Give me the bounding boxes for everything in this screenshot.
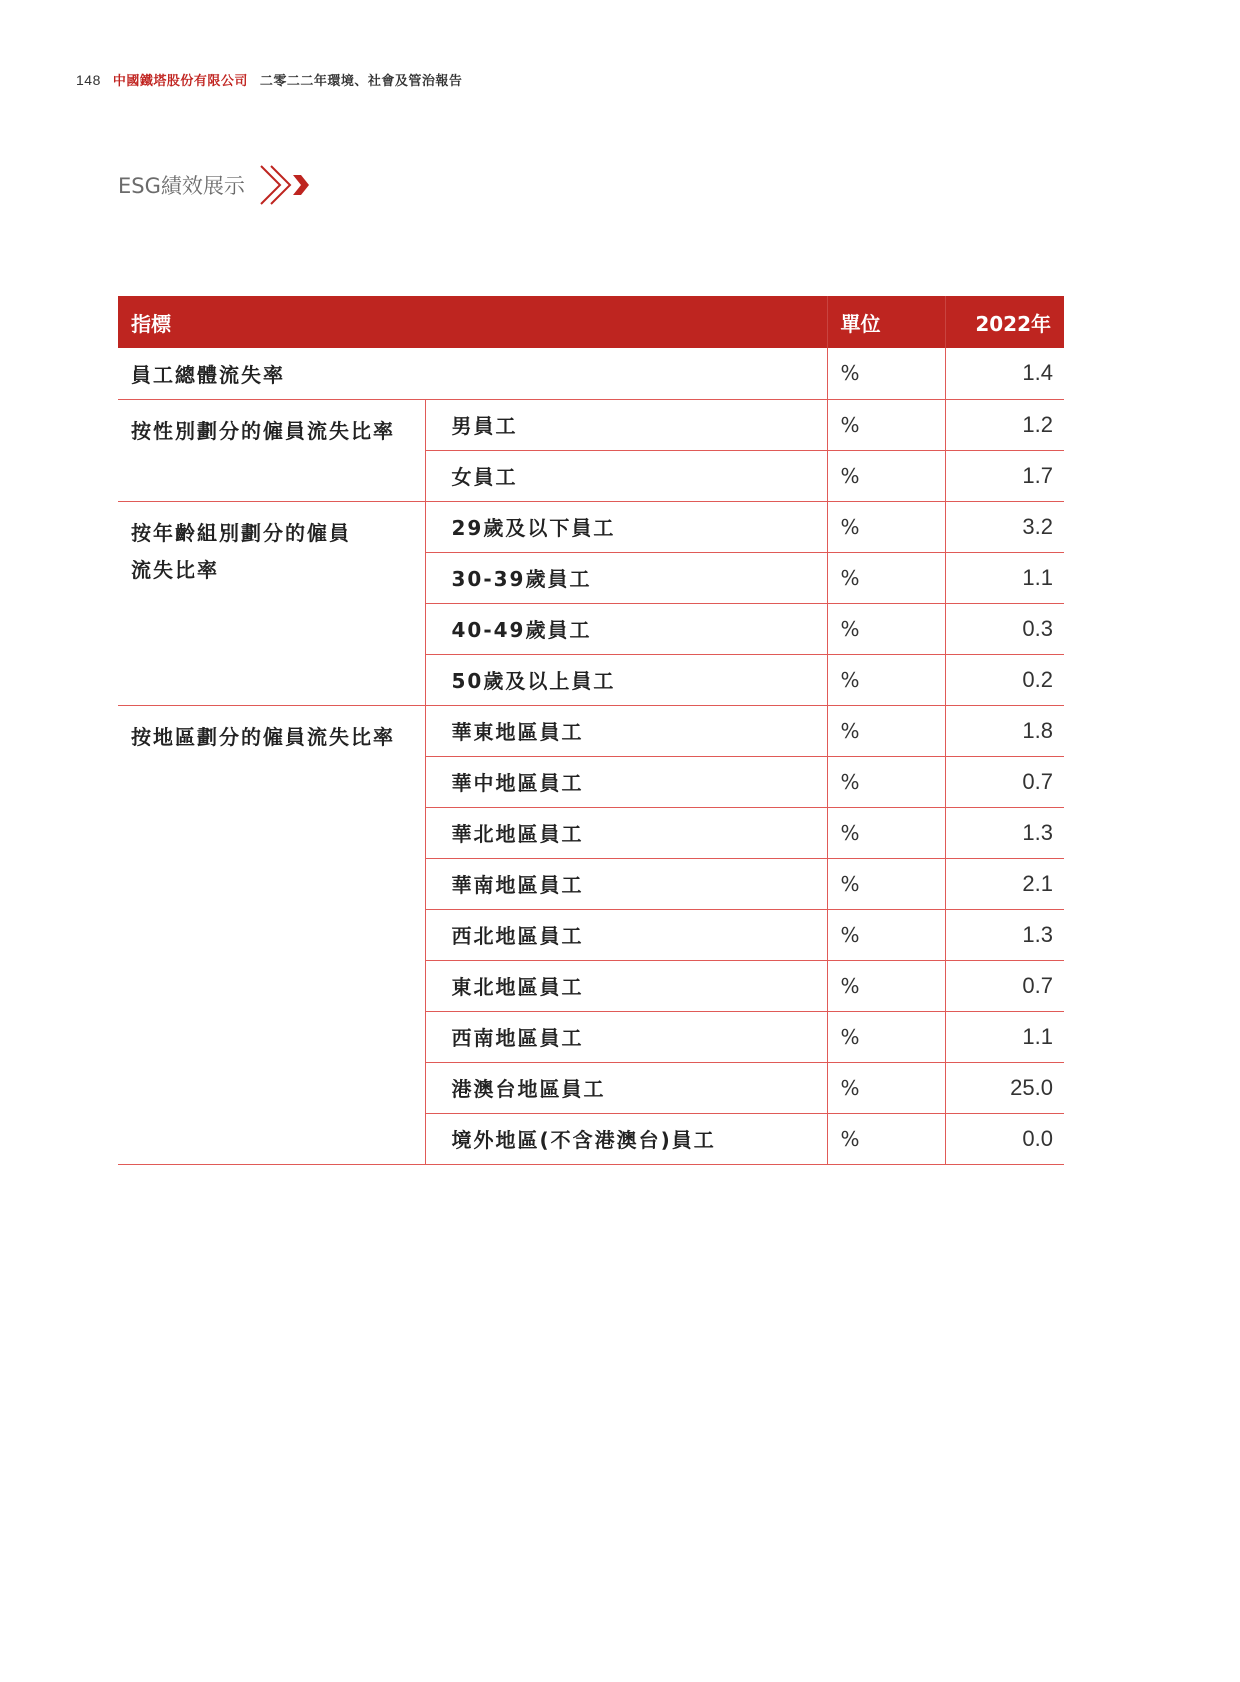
page-header — [76, 70, 462, 89]
value-cell: 0.0 — [945, 1113, 1064, 1164]
subcategory-label: 30-39歲員工 — [425, 552, 827, 603]
unit-cell: % — [827, 654, 945, 705]
subcategory-label: 女員工 — [425, 450, 827, 501]
unit-cell: % — [827, 348, 945, 399]
value-cell: 25.0 — [945, 1062, 1064, 1113]
value-cell: 1.3 — [945, 909, 1064, 960]
column-header-unit: 單位 — [827, 296, 945, 348]
subcategory-label: 西南地區員工 — [425, 1011, 827, 1062]
unit-cell: % — [827, 909, 945, 960]
section-title: ESG績效展示 — [118, 174, 245, 198]
value-cell: 1.2 — [945, 399, 1064, 450]
subcategory-label: 華北地區員工 — [425, 807, 827, 858]
table-body — [118, 348, 1064, 1164]
unit-cell: % — [827, 552, 945, 603]
unit-cell: % — [827, 705, 945, 756]
value-cell: 2.1 — [945, 858, 1064, 909]
section-heading — [118, 163, 313, 207]
table-row — [118, 705, 1064, 756]
subcategory-label: 境外地區(不含港澳台)員工 — [425, 1113, 827, 1164]
value-cell: 1.8 — [945, 705, 1064, 756]
subcategory-label: 華東地區員工 — [425, 705, 827, 756]
table-header-row — [118, 296, 1064, 348]
value-cell: 3.2 — [945, 501, 1064, 552]
value-cell: 0.3 — [945, 603, 1064, 654]
group-label-line: 按地區劃分的僱員流失比率 — [131, 724, 395, 749]
unit-cell: % — [827, 399, 945, 450]
subcategory-label: 男員工 — [425, 399, 827, 450]
subcategory-label: 港澳台地區員工 — [425, 1062, 827, 1113]
unit-cell: % — [827, 450, 945, 501]
group-label-line: 按年齡組別劃分的僱員 — [131, 520, 351, 545]
unit-cell: % — [827, 603, 945, 654]
group-label — [118, 501, 425, 705]
table-row — [118, 399, 1064, 450]
subcategory-label: 50歲及以上員工 — [425, 654, 827, 705]
value-cell: 1.3 — [945, 807, 1064, 858]
value-cell: 1.7 — [945, 450, 1064, 501]
subcategory-label: 40-49歲員工 — [425, 603, 827, 654]
value-cell: 1.4 — [945, 348, 1064, 399]
unit-cell: % — [827, 1062, 945, 1113]
value-cell: 0.7 — [945, 960, 1064, 1011]
value-cell: 0.2 — [945, 654, 1064, 705]
value-cell: 0.7 — [945, 756, 1064, 807]
page-number: 148 — [76, 72, 101, 88]
group-label-line: 按性別劃分的僱員流失比率 — [131, 418, 395, 443]
subcategory-label: 華南地區員工 — [425, 858, 827, 909]
report-title: 二零二二年環境、社會及管治報告 — [259, 74, 463, 89]
value-cell: 1.1 — [945, 1011, 1064, 1062]
double-chevron-right-icon — [257, 163, 313, 207]
subcategory-label: 東北地區員工 — [425, 960, 827, 1011]
subcategory-label: 29歲及以下員工 — [425, 501, 827, 552]
column-header-indicator: 指標 — [118, 296, 827, 348]
unit-cell: % — [827, 501, 945, 552]
column-header-year: 2022年 — [945, 296, 1064, 348]
unit-cell: % — [827, 1113, 945, 1164]
group-label — [118, 705, 425, 1164]
table-row — [118, 501, 1064, 552]
table-row-overall — [118, 348, 1064, 399]
indicator-label: 員工總體流失率 — [118, 348, 827, 399]
subcategory-label: 西北地區員工 — [425, 909, 827, 960]
unit-cell: % — [827, 1011, 945, 1062]
value-cell: 1.1 — [945, 552, 1064, 603]
group-label-line: 流失比率 — [131, 557, 219, 582]
company-name: 中國鐵塔股份有限公司 — [112, 74, 248, 89]
unit-cell: % — [827, 756, 945, 807]
unit-cell: % — [827, 858, 945, 909]
unit-cell: % — [827, 960, 945, 1011]
group-label — [118, 399, 425, 501]
unit-cell: % — [827, 807, 945, 858]
turnover-rate-table — [118, 296, 1064, 1165]
subcategory-label: 華中地區員工 — [425, 756, 827, 807]
